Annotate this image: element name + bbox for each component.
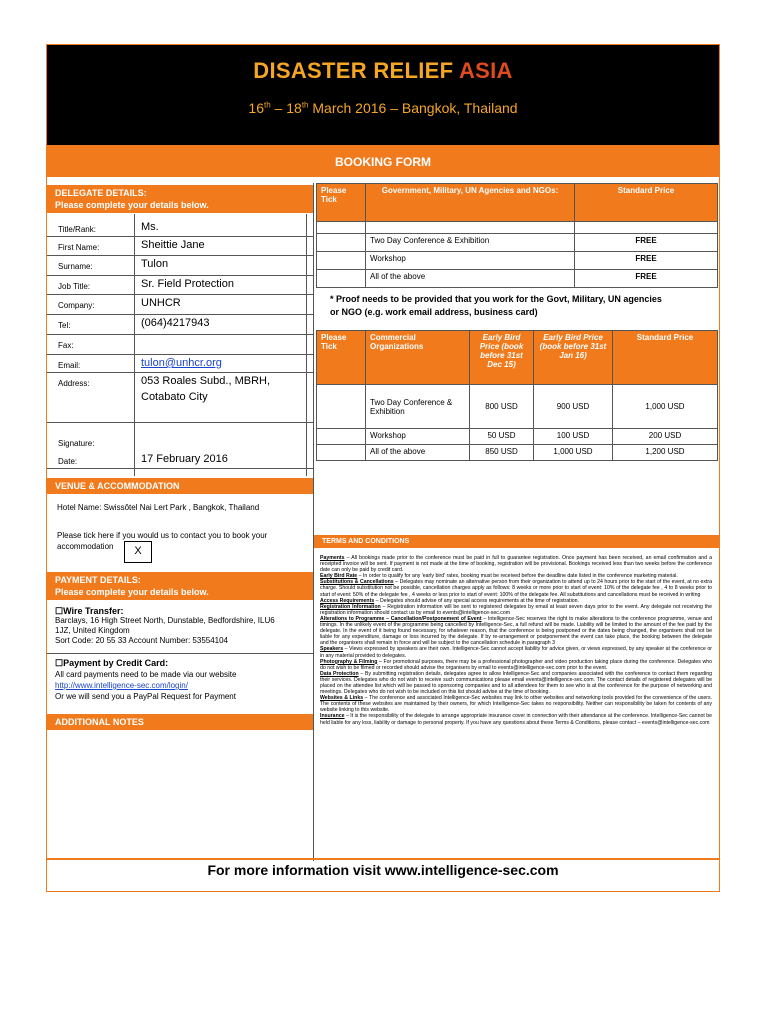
com-col-tick: Please Tick xyxy=(317,331,366,385)
field-underline xyxy=(47,354,313,355)
terms-paragraph xyxy=(320,555,712,573)
delegate-field-value[interactable]: Cotabato City xyxy=(141,391,208,403)
column-divider xyxy=(313,183,314,861)
payment-divider xyxy=(47,653,313,654)
terms-paragraph xyxy=(320,713,712,725)
gov-row-item: Workshop xyxy=(366,252,575,270)
terms-paragraph-text: – It is the responsibility of the delegate to arrange appropriate insurance cover in connection with their attendance at the conference. Intelligence-Sec cannot be held liable for any loss, liability or damage to personal property. If you have any questions about these Terms & Conditions, please contact – events@intelligence-sec.com xyxy=(320,713,712,726)
gov-tick-cell[interactable] xyxy=(317,252,366,270)
com-tick-cell[interactable] xyxy=(317,385,366,429)
credit-card-checkbox[interactable]: ☐ xyxy=(55,658,64,668)
field-underline xyxy=(47,275,313,276)
footer-info: For more information visit www.intelligence-sec.com xyxy=(207,862,559,878)
com-row-p1: 850 USD xyxy=(470,445,534,461)
terms-heading: TERMS AND CONDITIONS xyxy=(314,535,719,548)
com-row-p3: 1,200 USD xyxy=(613,445,718,461)
field-underline xyxy=(47,468,313,469)
com-row-p2: 900 USD xyxy=(534,385,613,429)
card-line-1: All card payments need to be made via our website xyxy=(55,670,237,679)
terms-paragraph xyxy=(320,659,712,671)
field-underline xyxy=(47,236,313,237)
delegate-field-value[interactable]: (064)4217943 xyxy=(141,317,210,329)
com-col-org: Commercial Organizations xyxy=(366,331,470,385)
terms-paragraph-text: – Delegates should advise of any special access requirements at the time of registration. xyxy=(374,597,579,604)
terms-paragraph-title: Registration Information xyxy=(320,603,381,610)
event-title: DISASTER RELIEF ASIA xyxy=(253,58,513,83)
delegate-field-label: Title/Rank: xyxy=(58,225,96,234)
delegate-field-label: Surname: xyxy=(58,262,93,271)
gov-col-org: Government, Military, UN Agencies and NGOs: xyxy=(366,184,575,222)
wire-transfer-block xyxy=(55,606,313,646)
com-row-p3: 200 USD xyxy=(613,429,718,445)
com-row-p3: 1,000 USD xyxy=(613,385,718,429)
delegate-field-label: Address: xyxy=(58,379,90,388)
hotel-name: Hotel Name: Swissôtel Nai Lert Park , Bangkok, Thailand xyxy=(57,503,260,512)
terms-paragraph-text: – Delegates may nominate an alternative person from their organization to attend up to 24 hours prior to the start of the event, at no extra charge. Should substitution not be possible, cancellation charges apply as follows: 8 weeks or more prior to start of event: 10% of the delegate fee , 4 to 8 weeks prior to start of event: 50% of the delegate fee , 4 weeks or less prior to start of event: 100% of the delegate fee. All substitutions and cancellations must be received in writing xyxy=(320,579,712,598)
event-dates: 16th – 18th March 2016 – Bangkok, Thailand xyxy=(248,100,518,116)
terms-paragraph-text: – The conference and associated Intelligence-Sec websites may link to other websites and networking tools provided for the convenience of the users. The contents of these websites are maintained by their owners, for which Intelligence-Sec takes no responsibility. Neither can responsibility be taken for contents of any website linking to this website. xyxy=(320,695,712,714)
field-underline xyxy=(47,334,313,335)
terms-paragraph-text: – By submitting registration details, delegates agree to allow Intelligence-Sec and companies associated with the conference to contact them regarding their services. Delegates who do not wish to receive such communications please email events@intelligence-sec.com. The contact details of registered delegates will be placed on the attendee list which will be passed to sponsoring companies and to all attendees for them to see who is at the conference for the purpose of networking and meetings. Delegates who do not wish to be included on this list should advise at the time of booking. xyxy=(320,670,712,696)
terms-body xyxy=(320,555,712,726)
credit-card-label: Payment by Credit Card: xyxy=(63,658,169,668)
credit-card-block xyxy=(55,658,313,702)
delegate-field-label: Job Title: xyxy=(58,282,91,291)
delegate-field-value[interactable]: Ms. xyxy=(141,221,159,233)
delegate-field-value[interactable]: UNHCR xyxy=(141,297,181,309)
terms-paragraph-title: Alterations to Programme – Cancellation/Postponement of Event xyxy=(320,615,482,622)
delegate-field-value[interactable]: Sheittie Jane xyxy=(141,239,205,251)
terms-paragraph xyxy=(320,646,712,658)
com-tick-cell[interactable] xyxy=(317,445,366,461)
delegate-field-value[interactable]: tulon@unhcr.org xyxy=(141,357,222,369)
footer-divider xyxy=(47,858,719,860)
payment-details-heading: PAYMENT DETAILS: Please complete your details below. xyxy=(47,572,313,600)
gov-row-price: FREE xyxy=(575,234,718,252)
delegate-field-label: Date: xyxy=(58,457,78,466)
gov-col-price: Standard Price xyxy=(575,184,718,222)
terms-paragraph xyxy=(320,579,712,597)
terms-paragraph-title: Payments xyxy=(320,555,345,561)
delegate-field-label: Tel: xyxy=(58,321,71,330)
field-underline xyxy=(47,422,313,423)
com-col-early2: Early Bird Price (book before 31st Jan 16) xyxy=(534,331,613,385)
com-tick-cell[interactable] xyxy=(317,429,366,445)
card-line-2: Or we will send you a PayPal Request for Payment xyxy=(55,692,236,701)
venue-heading: VENUE & ACCOMMODATION xyxy=(47,478,313,494)
terms-paragraph-title: Substitutions & Cancellations xyxy=(320,579,394,586)
delegate-field-label: Email: xyxy=(58,361,81,370)
terms-paragraph-title: Access Requirements xyxy=(320,597,375,604)
gov-tick-cell[interactable] xyxy=(317,234,366,252)
terms-paragraph xyxy=(320,695,712,713)
delegate-field-label: Signature: xyxy=(58,439,95,448)
booking-form-title: BOOKING FORM xyxy=(47,153,719,177)
government-pricing-table xyxy=(316,183,718,288)
delegate-field-value[interactable]: Tulon xyxy=(141,258,169,270)
proof-note: * Proof needs to be provided that you work for the Govt, Military, UN agencies or NGO (e.g. work email address, business card) xyxy=(330,294,662,317)
field-underline xyxy=(47,255,313,256)
com-row-p1: 800 USD xyxy=(470,385,534,429)
wire-line-3: Sort Code: 20 55 33 Account Number: 53554104 xyxy=(55,636,229,645)
terms-paragraph xyxy=(320,616,712,646)
additional-notes-heading: ADDITIONAL NOTES xyxy=(47,714,313,730)
terms-paragraph-title: Insurance xyxy=(320,713,345,720)
wire-transfer-checkbox[interactable]: ☐ xyxy=(55,606,64,616)
gov-row-price: FREE xyxy=(575,270,718,288)
delegate-fields xyxy=(47,214,313,476)
terms-paragraph-title: Speakers xyxy=(320,646,344,653)
delegate-field-label: First Name: xyxy=(58,243,100,252)
com-row-p2: 100 USD xyxy=(534,429,613,445)
terms-paragraph-text: – For promotional purposes, there may be a professional photographer and video production taking place during the conference. Delegates who do not wish to be filmed or recorded should advise the organisers by email to events@intelligence-sec.com prior to the event. xyxy=(320,658,713,671)
field-underline xyxy=(47,314,313,315)
terms-paragraph-text: – All bookings made prior to the conference must be paid in full to guarantee registration. Once payment has been received, an email confirmation and a receipted invoice will be sent. If payment is not made at the time of booking, registration will be provisional. Bookings received less than two weeks before the conference date can only be paid by credit card. xyxy=(320,555,712,574)
terms-paragraph-title: Data Protection xyxy=(320,670,359,677)
delegate-field-label: Company: xyxy=(58,301,95,310)
field-underline xyxy=(47,294,313,295)
com-row-item: Workshop xyxy=(366,429,470,445)
gov-col-tick: Please Tick xyxy=(317,184,366,222)
gov-row-item: All of the above xyxy=(366,270,575,288)
terms-paragraph xyxy=(320,604,712,616)
gov-row-item: Two Day Conference & Exhibition xyxy=(366,234,575,252)
gov-row-price: FREE xyxy=(575,252,718,270)
terms-paragraph-text: – Intelligence-Sec reserves the right to make alterations to the conference programme, venue and timings. In the unlikely event of the programme being cancelled by Intelligence-Sec, a full refund will be made. Liability will be limited to the amount of the fee paid by the delegate. In the event of it being found necessary, for whatever reason, that the conference is being postponed or the dates being changed, the organisers shall not be liable for any expenditure, damage or loss incurred by the delegate. If by re-arrangement or postponement the event can take place, the booking between the delegate and the organisers shall remain in force and will be subject to the cancellation schedule in paragraph 3 xyxy=(320,615,712,647)
gov-spacer xyxy=(317,222,366,234)
terms-paragraph-title: Photography & Filming xyxy=(320,658,378,665)
delegate-details-heading: DELEGATE DETAILS: Please complete your details below. xyxy=(47,185,313,213)
delegate-field-value[interactable]: 053 Roales Subd., MBRH, xyxy=(141,375,271,387)
header-divider xyxy=(47,145,719,153)
com-row-item: All of the above xyxy=(366,445,470,461)
terms-paragraph-title: Websites & Links xyxy=(320,695,364,702)
accommodation-checkbox[interactable]: X xyxy=(124,541,152,563)
field-underline xyxy=(47,372,313,373)
delegate-field-label: Fax: xyxy=(58,341,74,350)
com-row-p2: 1,000 USD xyxy=(534,445,613,461)
accommodation-tick-text: Please tick here if you would us to contact you to book your accommodation xyxy=(57,531,268,551)
delegate-field-value[interactable]: 17 February 2016 xyxy=(141,453,228,465)
terms-paragraph-text: – Views expressed by speakers are their own. Intelligence-Sec cannot accept liability for advice given, or views expressed, by any speaker at the conference or in any material provided to delegates. xyxy=(320,646,712,659)
terms-paragraph-title: Early Bird Rate xyxy=(320,573,358,580)
wire-line-2: 1JZ, United Kingdom xyxy=(55,626,130,635)
com-col-early1: Early Bird Price (book before 31st Dec 15) xyxy=(470,331,534,385)
terms-paragraph-text: – Registration information will be sent to registered delegates by email at least seven days prior to the event. Any delegate not receiving the registration information should contact us by email to events@intelligence-sec.com xyxy=(320,603,712,616)
commercial-pricing-table xyxy=(316,330,718,461)
terms-paragraph-text: – In order to qualify for any 'early bird' rates, booking must be received before the deadline date listed in the conference marketing material. xyxy=(357,573,678,580)
delegate-field-value[interactable]: Sr. Field Protection xyxy=(141,278,234,290)
terms-paragraph xyxy=(320,671,712,695)
wire-transfer-label: Wire Transfer: xyxy=(63,606,124,616)
login-link[interactable]: http://www.intelligence-sec.com/login/ xyxy=(55,681,188,690)
com-row-p1: 50 USD xyxy=(470,429,534,445)
com-col-std: Standard Price xyxy=(613,331,718,385)
com-row-item: Two Day Conference & Exhibition xyxy=(366,385,470,429)
wire-line-1: Barclays, 16 High Street North, Dunstable, Bedfordshire, ILU6 xyxy=(55,616,275,625)
gov-tick-cell[interactable] xyxy=(317,270,366,288)
